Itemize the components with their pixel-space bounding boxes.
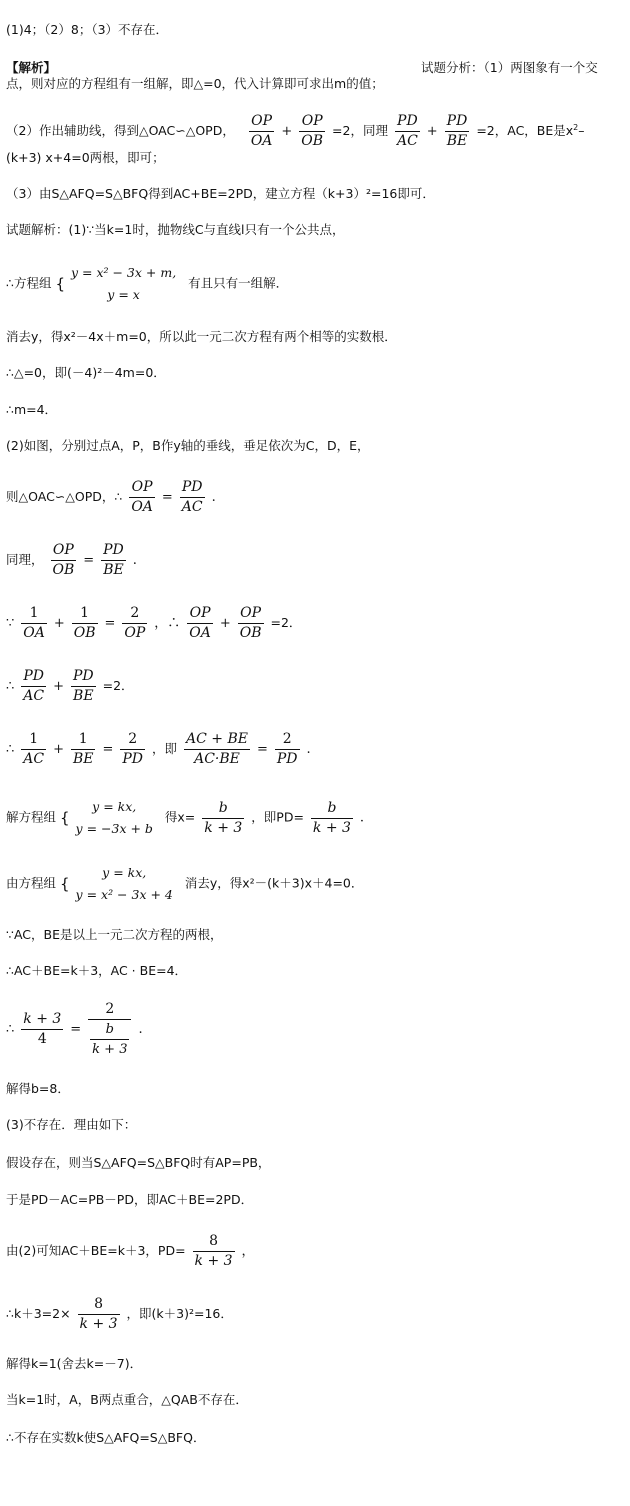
delta-line: ∴△=0，即(－4)²－4m=0． xyxy=(6,365,166,380)
system-1 xyxy=(6,262,288,306)
frac-pd-ac-2: $\frac{PD}{AC}$ xyxy=(181,479,203,515)
solve-get: 得x= xyxy=(164,809,196,825)
sum-eq: =2． xyxy=(270,615,302,630)
k-eq-pre: ∴k＋3=2× xyxy=(6,1306,71,1321)
analysis-p1-line2: 点，则对应的方程组有一组解，即△=0，代入计算即可求出m的值； xyxy=(6,76,384,91)
sys3-eq2: y = x² − 3x + 4 xyxy=(75,887,173,902)
frac-2-pd-2: $\frac{2}{PD}$ xyxy=(276,731,298,767)
frac-1-be: $\frac{1}{BE}$ xyxy=(72,731,94,767)
frac-op-ob-3: $\frac{OP}{OB}$ xyxy=(239,605,262,641)
frac-op-ob-2: $\frac{OP}{OB}$ xyxy=(52,542,75,578)
frac-op-oa-3: $\frac{OP}{OA}$ xyxy=(189,605,211,641)
ji-1: ，即 xyxy=(152,741,178,756)
solution-intro: 试题解析：(1)∵当k=1时，抛物线C与直线l只有一个公共点， xyxy=(6,222,345,237)
b-equation-line: ∴ $\frac{k + 3}{4}$ = $\frac{2}{\frac{b}{k + 3}}$ . xyxy=(6,1001,143,1057)
sys3-prefix: 由方程组 xyxy=(6,875,57,891)
part3-intro: (3)不存在．理由如下： xyxy=(6,1117,137,1132)
solve-system-line: 解方程组 { y = kx, y = −3x + b 得x= $\frac{b}{k + 3}$ ，即PD= $\frac{b}{k + 3}$ . xyxy=(6,796,364,840)
frac-1-ac: $\frac{1}{AC}$ xyxy=(23,731,45,767)
analysis-p2-c: =2，AC，BE是x xyxy=(476,123,574,138)
same-prefix: 同理， xyxy=(6,552,44,567)
sys3-elim: 消去y，得x²－(k＋3)x＋4=0． xyxy=(184,875,364,891)
frac-pd-ac-3: $\frac{PD}{AC}$ xyxy=(23,668,45,704)
frac-2-pd: $\frac{2}{PD}$ xyxy=(122,731,144,767)
analysis-p2-d: (k+3) x+4=0两根，即可； xyxy=(6,150,165,165)
analysis-p2-b: =2，同理 xyxy=(332,123,388,138)
frac-pd-be-2: $\frac{PD}{BE}$ xyxy=(103,542,124,578)
coincide-line: 当k=1时，A，B两点重合，△QAB不存在． xyxy=(6,1392,248,1407)
solve-prefix: 解方程组 xyxy=(6,809,57,825)
so-line: 于是PD－AC=PB－PD，即AC＋BE=2PD． xyxy=(6,1192,254,1207)
assume-line: 假设存在，则当S△AFQ=S△BFQ时有AP=PB， xyxy=(6,1155,271,1170)
final-line: ∴不存在实数k使S△AFQ=S△BFQ． xyxy=(6,1430,206,1445)
frac-8-k3-2: $\frac{8}{k + 3}$ xyxy=(79,1296,118,1332)
similar-line: 则△OAC∽△OPD，∴ $\frac{OP}{OA}$ = $\frac{PD}{AC}$ . xyxy=(6,479,216,515)
frac-pd-be: $\frac{PD}{BE}$ xyxy=(446,113,468,149)
frac-pd-ac: $\frac{PD}{AC}$ xyxy=(396,113,418,149)
pd-sum-line: ∴ $\frac{PD}{AC}$ + $\frac{PD}{BE}$ =2． xyxy=(6,668,134,704)
similar-prefix: 则△OAC∽△OPD，∴ xyxy=(6,489,123,504)
vieta-line: ∴AC＋BE=k＋3，AC · BE=4． xyxy=(6,963,188,978)
frac-2-op: $\frac{2}{OP}$ xyxy=(124,605,146,641)
analysis-header xyxy=(6,60,56,76)
reciprocal-sum-line: ∵ $\frac{1}{OA}$ + $\frac{1}{OB}$ = $\frac{2}{OP}$ ，∴ $\frac{OP}{OA}$ + $\frac{OP}{OB}$ =2． xyxy=(6,605,302,641)
k-value-line: 解得k=1(舍去k=－7)． xyxy=(6,1356,143,1371)
sys1-suffix: 有且只有一组解． xyxy=(188,275,289,291)
system-3 xyxy=(6,862,363,906)
frac-op-ob: $\frac{OP}{OB}$ xyxy=(301,113,324,149)
ac-be-line: ∴ $\frac{1}{AC}$ + $\frac{1}{BE}$ = $\frac{2}{PD}$ ，即 $\frac{AC + BE}{AC\cdot BE}$ = $\frac{2}{PD}$ . xyxy=(6,731,311,767)
answer-line: (1)4；（2）8；（3）不存在． xyxy=(6,22,169,37)
m-value-line: ∴m=4． xyxy=(6,402,58,417)
solve-equations xyxy=(76,796,153,840)
frac-acbe-over-acbe: $\frac{AC + BE}{AC\cdot BE}$ xyxy=(186,731,248,767)
analysis-p1-right: 试题分析：（1）两图象有一个交 xyxy=(421,60,598,75)
sys1-equations xyxy=(71,262,176,306)
sys3-eq1: y = kx, xyxy=(102,865,147,880)
left-brace-icon: { xyxy=(60,809,70,827)
solve-eq2: y = −3x + b xyxy=(75,821,153,836)
left-brace-icon: { xyxy=(55,275,65,293)
from2-text: 由(2)可知AC＋BE=k＋3，PD= xyxy=(6,1243,186,1258)
frac-op-oa: $\frac{OP}{OA}$ xyxy=(250,113,273,149)
solve-pd: ，即PD= xyxy=(251,809,304,825)
frac-pd-be-3: $\frac{PD}{BE}$ xyxy=(72,668,94,704)
k-equation-line xyxy=(6,1295,233,1334)
analysis-p2: （2）作出辅助线，得到△OAC∽△OPD， $\frac{OP}{OA}$ + $\frac{OP}{OB}$ =2，同理 $\frac{PD}{AC}$ + $\frac{PD}{BE}$ =2，AC，BE是$x^2-$ xyxy=(6,113,585,149)
frac-b-k3: $\frac{b}{k + 3}$ xyxy=(204,799,243,836)
analysis-p3: （3）由S△AFQ=S△BFQ得到AC+BE=2PD，建立方程（k+3）²=16即可． xyxy=(6,186,435,201)
frac-b-k3-2: $\frac{b}{k + 3}$ xyxy=(312,799,351,836)
sys3-equations xyxy=(76,862,173,906)
pd-sum-eq: =2． xyxy=(102,678,134,693)
analysis-tag: 【解析】 xyxy=(6,60,57,75)
frac-1-oa: $\frac{1}{OA}$ xyxy=(23,605,45,641)
frac-op-oa-2: $\frac{OP}{OA}$ xyxy=(131,479,153,515)
frac-k3-4: $\frac{k + 3}{4}$ xyxy=(23,1011,62,1047)
part2-intro: (2)如图，分别过点A，P，B作y轴的垂线，垂足依次为C，D，E， xyxy=(6,438,370,453)
left-brace-icon: { xyxy=(60,875,70,893)
from2-line: 由(2)可知AC＋BE=k＋3，PD= $\frac{8}{k + 3}$ ， xyxy=(6,1233,255,1269)
sys1-prefix: ∴方程组 xyxy=(6,275,52,291)
frac-1-ob: $\frac{1}{OB}$ xyxy=(73,605,96,641)
analysis-p2-a: （2）作出辅助线，得到△OAC∽△OPD， xyxy=(6,123,235,138)
b-value-line: 解得b=8． xyxy=(6,1081,70,1096)
frac-8-k3: $\frac{8}{k + 3}$ xyxy=(194,1233,233,1269)
sys1-eq2: y = x xyxy=(107,287,140,302)
sys1-eq1: y = x² − 3x + m, xyxy=(70,265,177,280)
eliminate-line: 消去y，得x²－4x＋m=0，所以此一元二次方程有两个相等的实数根． xyxy=(6,329,397,344)
k-eq-post: ，即(k＋3)²=16． xyxy=(126,1306,233,1321)
same-line: 同理， $\frac{OP}{OB}$ = $\frac{PD}{BE}$ . xyxy=(6,542,137,578)
solve-eq1: y = kx, xyxy=(92,799,137,814)
roots-line: ∵AC，BE是以上一元二次方程的两根， xyxy=(6,927,223,942)
frac-2-over-b-k3: $\frac{2}{\frac{b}{k + 3}}$ xyxy=(88,1000,131,1059)
